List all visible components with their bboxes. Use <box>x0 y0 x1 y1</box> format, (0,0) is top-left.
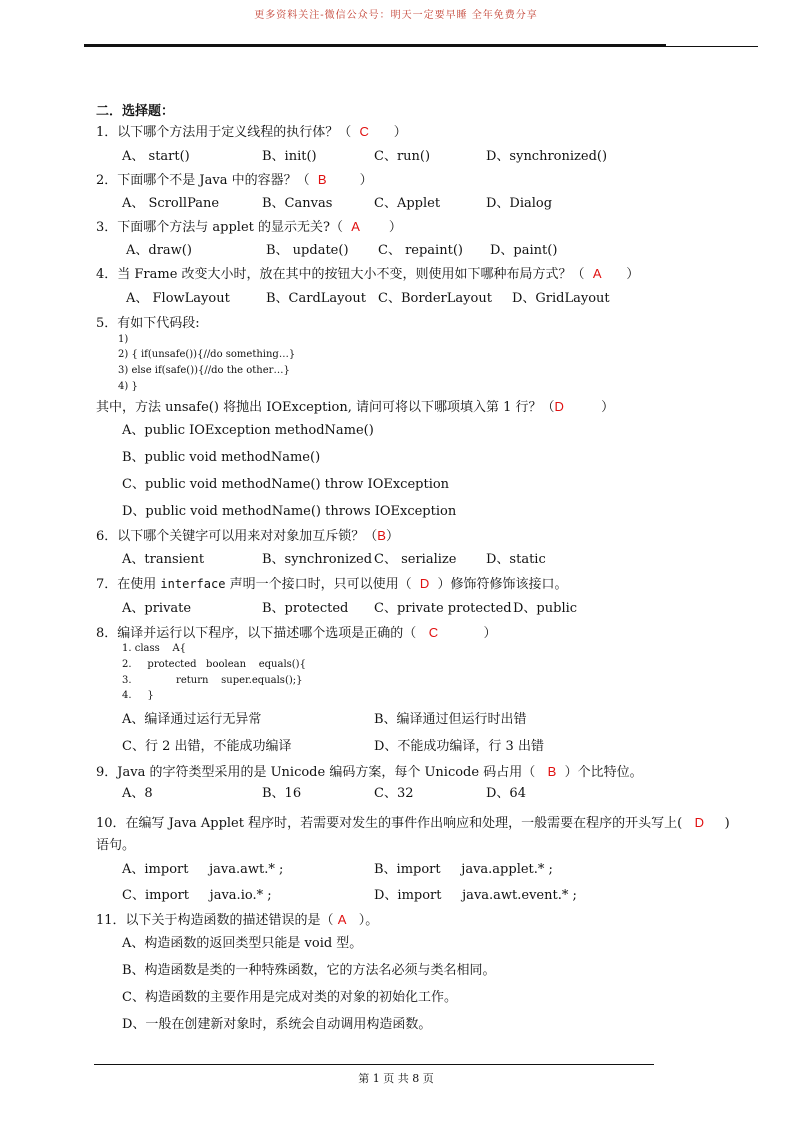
question-9: 9．Java 的字符类型采用的是 Unicode 编码方案，每个 Unicode 码占用（ B ）个比特位。 <box>96 764 643 780</box>
code-line: 4) } <box>118 381 138 392</box>
header-banner: 更多资料关注-微信公众号：明天一定要早睡 全年免费分享 <box>254 10 538 21</box>
option: A、 start() <box>122 149 190 164</box>
question-1: 1．以下哪个方法用于定义线程的执行体？（ C ） <box>96 124 407 140</box>
code-line: 3. return super.equals();} <box>122 675 303 686</box>
option: D、paint() <box>490 243 558 258</box>
option: B、16 <box>262 786 302 801</box>
header-rule-thin <box>666 46 758 47</box>
option: D、static <box>486 552 546 567</box>
option: C、private protected <box>374 601 512 616</box>
option: A、draw() <box>126 243 192 258</box>
code-line: 4. } <box>122 690 154 701</box>
option: C、BorderLayout <box>378 291 492 306</box>
page-number: 第 1 页 共 8 页 <box>358 1072 434 1085</box>
code-line: 1) <box>118 334 129 345</box>
option: D、64 <box>486 786 526 801</box>
option: C、 serialize <box>374 552 457 567</box>
answer-4: A <box>592 266 602 281</box>
option: B、public void methodName() <box>122 450 321 465</box>
option: D、一般在创建新对象时，系统会自动调用构造函数。 <box>122 1017 432 1032</box>
header-rule <box>84 44 666 47</box>
option: A、构造函数的返回类型只能是 void 型。 <box>122 936 363 951</box>
option: D、public void methodName() throws IOException <box>122 504 457 519</box>
option: B、编译通过但运行时出错 <box>374 712 527 727</box>
answer-5: D <box>554 399 564 414</box>
option: A、private <box>122 601 192 616</box>
option: B、 update() <box>266 243 349 258</box>
answer-10: D <box>694 815 704 830</box>
option: B、构造函数是类的一种特殊函数，它的方法名必须与类名相同。 <box>122 963 496 978</box>
option: D、GridLayout <box>512 291 610 306</box>
option: B、Canvas <box>262 196 333 211</box>
code-line: 2) { if(unsafe()){//do something…} <box>118 349 296 360</box>
answer-2: B <box>317 172 327 187</box>
option: A、 ScrollPane <box>122 196 220 211</box>
question-7: 7．在使用 interface 声明一个接口时，只可以使用（ D ）修饰符修饰该接口。 <box>96 576 568 592</box>
option: B、protected <box>262 601 349 616</box>
question-11: 11．以下关于构造函数的描述错误的是（ A ）。 <box>96 912 379 928</box>
answer-8: C <box>428 625 439 640</box>
option: C、 repaint() <box>378 243 463 258</box>
question-10: 10．在编写 Java Applet 程序时，若需要对发生的事件作出响应和处理，一般需要在程序的开头写上( D ) <box>96 815 730 831</box>
question-10-cont: 语句。 <box>96 838 136 853</box>
answer-9: B <box>547 764 557 779</box>
question-4: 4．当 Frame 改变大小时，放在其中的按钮大小不变，则使用如下哪种布局方式？（ A ） <box>96 266 640 282</box>
option: D、public <box>513 601 578 616</box>
option: A、import java.awt.* ; <box>122 862 284 877</box>
option: C、行 2 出错，不能成功编译 <box>122 739 292 754</box>
question-5-stem: 其中，方法 unsafe() 将抛出 IOException, 请问可将以下哪项填入第 1 行？（D ） <box>96 399 615 415</box>
answer-11: A <box>337 912 347 927</box>
code-line: 2. protected boolean equals(){ <box>122 659 306 670</box>
question-3: 3．下面哪个方法与 applet 的显示无关?（ A ） <box>96 219 402 235</box>
option: B、init() <box>262 149 317 164</box>
section-title: 二．选择题： <box>96 104 175 119</box>
answer-3: A <box>351 219 360 234</box>
option: D、import java.awt.event.* ; <box>374 888 577 903</box>
code-line: 1. class A{ <box>122 643 187 654</box>
option: A、public IOException methodName() <box>122 423 374 438</box>
footer-rule <box>94 1064 654 1065</box>
option: B、CardLayout <box>266 291 366 306</box>
question-5: 5．有如下代码段: <box>96 316 200 331</box>
option: C、import java.io.* ; <box>122 888 272 903</box>
option: A、transient <box>122 552 205 567</box>
option: A、编译通过运行无异常 <box>122 712 262 727</box>
option: B、synchronized <box>262 552 373 567</box>
answer-1: C <box>359 124 369 139</box>
option: D、Dialog <box>486 196 553 211</box>
option: D、synchronized() <box>486 149 608 164</box>
option: C、构造函数的主要作用是完成对类的对象的初始化工作。 <box>122 990 457 1005</box>
option: C、run() <box>374 149 431 164</box>
option: C、Applet <box>374 196 441 211</box>
question-2: 2．下面哪个不是 Java 中的容器？（ B ） <box>96 172 373 188</box>
question-6: 6．以下哪个关键字可以用来对对象加互斥锁？（B） <box>96 528 399 544</box>
option: C、public void methodName() throw IOException <box>122 477 450 492</box>
option: B、import java.applet.* ; <box>374 862 553 877</box>
option: A、8 <box>122 786 153 801</box>
option: A、 FlowLayout <box>126 291 230 306</box>
code-line: 3) else if(safe()){//do the other…} <box>118 365 290 376</box>
option: D、不能成功编译，行 3 出错 <box>374 739 544 754</box>
option: C、32 <box>374 786 414 801</box>
answer-6: B <box>377 528 386 543</box>
question-8: 8．编译并运行以下程序，以下描述哪个选项是正确的（ C ） <box>96 625 497 641</box>
answer-7: D <box>419 576 430 591</box>
